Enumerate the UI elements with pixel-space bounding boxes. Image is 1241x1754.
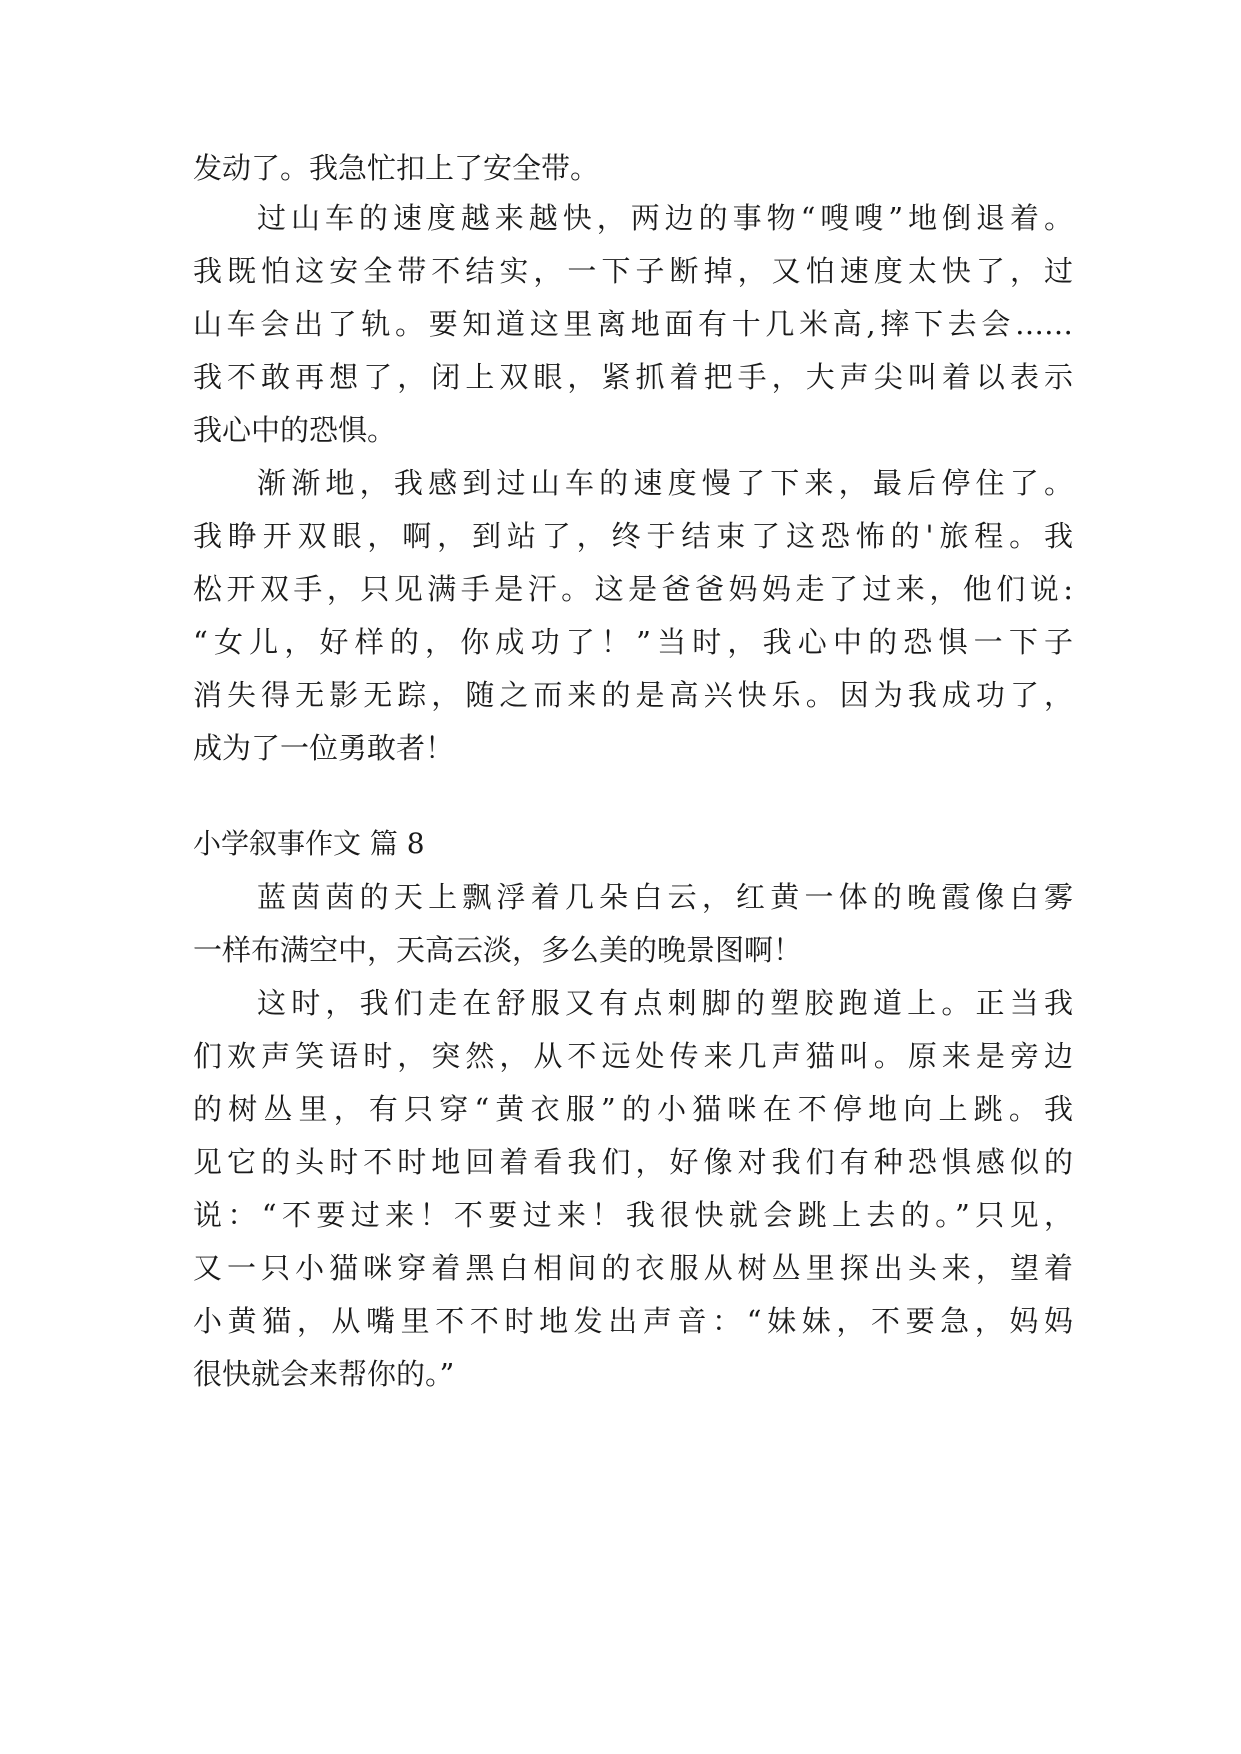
text-line: 我睁开双眼，啊，到站了，终于结束了这恐怖的'旅程。我: [193, 519, 1073, 553]
text-line: 发动了。我急忙扣上了安全带。: [193, 151, 600, 185]
text-line: 松开双手，只见满手是汗。这是爸爸妈妈走了过来，他们说:: [193, 572, 1073, 606]
text-line: 见它的头时不时地回着看我们，好像对我们有种恐惧感似的: [193, 1145, 1073, 1179]
text-line: 消失得无影无踪，随之而来的是高兴快乐。因为我成功了，: [193, 678, 1073, 712]
text-line: 山车会出了轨。要知道这里离地面有十几米高,摔下去会……: [193, 307, 1073, 341]
text-line: 一样布满空中，天高云淡，多么美的晚景图啊！: [193, 933, 803, 967]
text-line: 我心中的恐惧。: [193, 413, 397, 447]
text-line: 很快就会来帮你的。”: [193, 1357, 455, 1391]
text-line: 小黄猫，从嘴里不不时地发出声音：“妹妹，不要急，妈妈: [193, 1304, 1073, 1338]
text-line: 成为了一位勇敢者！: [193, 731, 455, 765]
text-line: 我不敢再想了，闭上双眼，紧抓着把手，大声尖叫着以表示: [193, 360, 1073, 394]
paragraph-first-line: 过山车的速度越来越快，两边的事物“嗖嗖”地倒退着。: [257, 201, 1073, 235]
text-line: 我既怕这安全带不结实，一下子断掉，又怕速度太快了，过: [193, 254, 1073, 288]
text-line: “女儿，好样的，你成功了！”当时，我心中的恐惧一下子: [193, 625, 1073, 659]
text-line: 说：“不要过来！不要过来！我很快就会跳上去的。”只见，: [193, 1198, 1073, 1232]
paragraph-first-line: 这时，我们走在舒服又有点刺脚的塑胶跑道上。正当我: [257, 986, 1073, 1020]
paragraph-first-line: 渐渐地，我感到过山车的速度慢了下来，最后停住了。: [257, 466, 1073, 500]
text-line: 们欢声笑语时，突然，从不远处传来几声猫叫。原来是旁边: [193, 1039, 1073, 1073]
text-line: 的树丛里，有只穿“黄衣服”的小猫咪在不停地向上跳。我: [193, 1092, 1073, 1126]
text-line: 又一只小猫咪穿着黑白相间的衣服从树丛里探出头来，望着: [193, 1251, 1073, 1285]
section-heading: 小学叙事作文 篇 8: [193, 827, 425, 860]
paragraph-first-line: 蓝茵茵的天上飘浮着几朵白云，红黄一体的晚霞像白雾: [257, 880, 1073, 914]
